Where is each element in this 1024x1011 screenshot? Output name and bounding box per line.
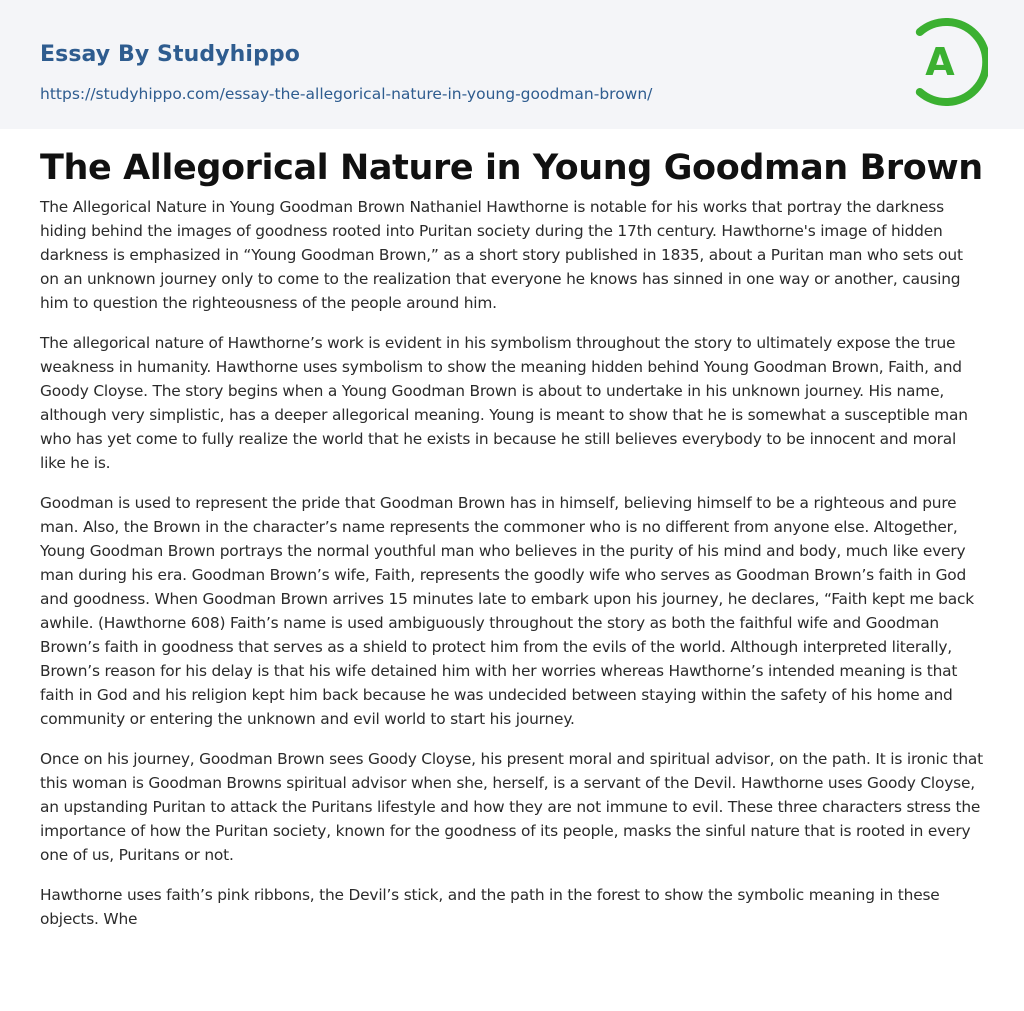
paragraph: Goodman is used to represent the pride that Goodman Brown has in himself, believing himself to be a righteous and pure man. Also, the Brown in the character’s name represents the commoner who is no different from anyone else. Altogether, Young Goodman Brown portrays the normal youthful man who believes in the purity of his mind and body, much like every man during his era. Goodman Brown’s wife, Faith, represents the goodly wife who serves as Goodman Brown’s faith in God and goodness. When Goodman Brown arrives 15 minutes late to embark upon his journey, he declares, “Faith kept me back awhile. (Hawthorne 608) Faith’s name is used ambiguously throughout the story as both the faithful wife and Goodman Brown’s faith in goodness that serves as a shield to protect him from the evils of the world. Although interpreted literally, Brown’s reason for his delay is that his wife detained him with her worries whereas Hawthorne’s intended meaning is that faith in God and his religion kept him back because he was undecided between staying within the safety of his home and community or entering the unknown and evil world to start his journey. xyxy=(40,494,974,728)
paragraph: The allegorical nature of Hawthorne’s work is evident in his symbolism throughout the story to ultimately expose the true weakness in humanity. Hawthorne uses symbolism to show the meaning hidden behind Young Goodman Brown, Faith, and Goody Cloyse. The story begins when a Young Goodman Brown is about to undertake in his unknown journey. His name, although very simplistic, has a deeper allegorical meaning. Young is meant to show that he is somewhat a susceptible man who has yet come to fully realize the world that he exists in because he still believes everybody to be innocent and moral like he is. xyxy=(40,334,968,472)
site-brand[interactable]: Essay By Studyhippo xyxy=(40,42,300,67)
studyhippo-logo[interactable] xyxy=(910,18,988,106)
site-header xyxy=(0,0,1024,129)
logo-letter: A xyxy=(925,40,955,84)
paragraph: Hawthorne uses faith’s pink ribbons, the Devil’s stick, and the path in the forest to show the symbolic meaning in these objects. Whe xyxy=(40,886,940,928)
article-body xyxy=(40,195,986,947)
essay-url-link[interactable]: https://studyhippo.com/essay-the-allegorical-nature-in-young-goodman-brown/ xyxy=(40,85,653,103)
page-title: The Allegorical Nature in Young Goodman Brown xyxy=(40,148,983,188)
paragraph: Once on his journey, Goodman Brown sees Goody Cloyse, his present moral and spiritual advisor, on the path. It is ironic that this woman is Goodman Browns spiritual advisor when she, herself, is a servant of the Devil. Hawthorne uses Goody Cloyse, an upstanding Puritan to attack the Puritans lifestyle and how they are not immune to evil. These three characters stress the importance of how the Puritan society, known for the goodness of its people, masks the sinful nature that is rooted in every one of us, Puritans or not. xyxy=(40,750,983,864)
paragraph: The Allegorical Nature in Young Goodman Brown Nathaniel Hawthorne is notable for his works that portray the darkness hiding behind the images of goodness rooted into Puritan society during the 17th century. Hawthorne's image of hidden darkness is emphasized in “Young Goodman Brown,” as a short story published in 1835, about a Puritan man who sets out on an unknown journey only to come to the realization that everyone he knows has sinned in one way or another, causing him to question the righteousness of the people around him. xyxy=(40,198,963,312)
